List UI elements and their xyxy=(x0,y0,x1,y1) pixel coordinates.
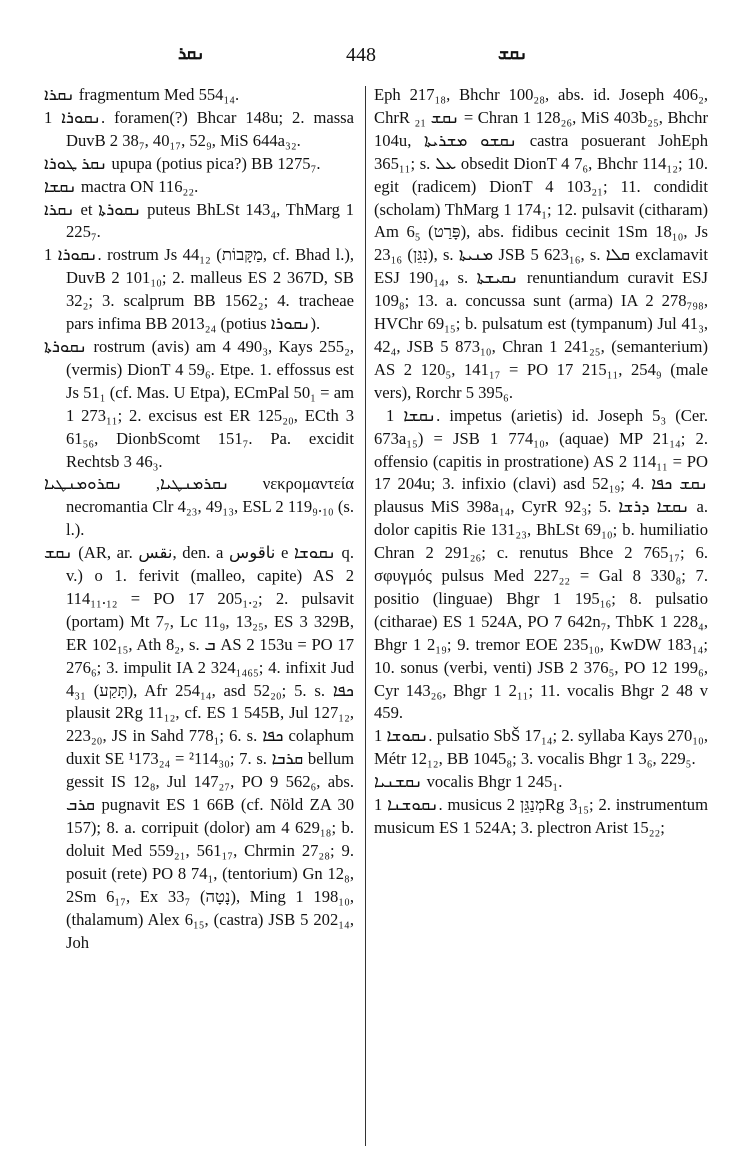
dictionary-entry: ܢܩܪܐ et ܢܩܘܪܬܐ puteus BhLSt 143₄, ThMarg 1 225₇. xyxy=(44,199,354,242)
dictionary-entry: ܢܩܪܡܢܛܝܐ, ܢܩܪܘܡܢܛܝܐ νεκρομαντεία necromantia Clr 4₂₃, 49₁₃, ESL 2 119₉.₁₀ (s. l.). xyxy=(44,474,354,540)
page-number: 448 xyxy=(346,44,376,66)
left-column xyxy=(44,84,354,954)
dictionary-entry: ܢܩܫܢܝܐ vocalis Bhgr 1 245₁. xyxy=(374,772,563,792)
dictionary-entry: ܢܩܘܪܐ 1. foramen(?) Bhcar 148u; 2. massa DuvB 2 38₇, 40₁₇, 52₉, MiS 644a₃₂. xyxy=(44,107,355,150)
dictionary-entry: ܢܩܘܪܐ 1. rostrum Js 44₁₂ (מַקָּבוֹת, cf. Bhad l.), DuvB 2 101₁₀; 2. malleus ES 2 367D, SB 32₂; 3. scalprum BB 1562₂; 4. tracheae pars infima BB 2013₂₄ (potius ܢܩܘܪܐ). xyxy=(44,245,355,334)
dictionary-entry: ܢܩܫܐ mactra ON 116₂₂. xyxy=(44,176,199,196)
dictionary-entry: ܢܩܪܐ fragmentum Med 554₁₄. xyxy=(44,85,240,104)
dictionary-entry: ܢܩܪ ܛܘܪܐ upupa (potius pica?) BB 1275₇. xyxy=(44,153,321,173)
right-running-head: ܢܩܫ xyxy=(498,44,528,63)
dictionary-entry: Eph 217₁₈, Bhchr 100₂₈, abs. id. Joseph 406₂, ChrR ܢܩܫ ₂₁ = Chran 1 128₂₆, MiS 403b₂₅, Bhchr 104u, ܢܩܫܘ ܡܫܪܝܬܐ castra posuerant JohEph 365₁₁; s. ܥܠ obsedit DionT 4 7₆, Bhchr 114₁₂; 10. egit (radicem) DionT 4 103₂₁; 11. condidit (scholam) ThMarg 1 174₁; 12. pulsavit (citharam) Am 6₅ (פָּרַט), abs. fidibus cecinit 1Sm 18₁₀, Js 23₁₆ (נִגֵּן), s. ܡܢܝܬܐ JSB 5 623₁₆, s. ܩܠܐ exclamavit ESJ 190₁₄, s. ܢܩܝܫܬܐ renuntiandum curavit ESJ 109₈; 13. a. concussa sunt (arma) IA 2 278₇₉₈, HVChr 69₁₅; b. pulsatum est (tympanum) Jul 41₃, 42₄, JSB 5 873₁₀, Chran 1 241₂₅, (semanterium) AS 2 120₅, 141₁₇ = PO 17 215₁₁, 254₉ (male vers), Rorchr 5 395₆. xyxy=(374,85,709,402)
dictionary-entry: ܢܩܘܪܬܐ rostrum (avis) am 4 490₃, Kays 255₂, (vermis) DionT 4 59₆. Etpe. 1. effossus est Js 51₁ (cf. Mas. U Etpa), ECmPal 50₁ = am 1 273₁₁; 2. excisus est ER 125₂₀, ECth 3 61₅₆, DionbScomt 151₇. Pa. excidit Rechtsb 3 46₃. xyxy=(44,336,354,471)
right-column xyxy=(374,84,708,840)
dictionary-entry: ܢܩܘܫܐ 1. pulsatio SbŠ 17₁₄; 2. syllaba Kays 270₁₀, Métr 12₁₂, BB 1045₈; 3. vocalis Bhgr 1 3₆, 229₅. xyxy=(374,726,708,769)
column-divider xyxy=(365,86,366,1146)
dictionary-entry: ܢܩܫ (AR, ar. نقس, den. a ناقوس e ܢܩܘܫܐ q. v.) o 1. ferivit (malleo, capite) AS 2 114₁₁.₁₂ = PO 17 205₁.₂; 2. pulsavit (portam) Mt 7₇, Lc 11₉, 13₂₅, ES 3 329B, ER 102₁₅, Ath 8₂, s. ܒ AS 2 153u = PO 17 276₆; 3. impulit IA 2 324₁₄₆₅; 4. infixit Jud 4₃₁ (תָּקַע), Afr 254₁₄, asd 52₂₀; 5. s. ܟܦܐ plausit 2Rg 11₁₂, cf. ES 1 545B, Jul 127₁₂, 223₂₀, JS in Sahd 778₁; 6. s. ܟܦܐ colaphum duxit SE ¹173₂₄ = ²114₃₀; 7. s. ܩܪܒܐ bellum gessit IS 12₈, Jul 147₂₇, PO 9 562₆, abs. ܩܪܒ pugnavit ES 1 66B (cf. Nöld ZA 30 157); 8. a. corripuit (dolor) am 4 629₁₈; b. doluit Med 559₂₁, 561₁₇, Chrmin 27₂₈; 9. posuit (rete) PO 8 74₁, (tentorium) Gn 12₈, 2Sm 6₁₇, Ex 33₇ (נָטָה), Ming 1 198₁₀, (thalamum) Alex 6₁₅, (castra) JSB 5 202₁₄, Joh xyxy=(44,543,355,952)
page-header xyxy=(0,44,750,72)
left-running-head: ܢܩܪ xyxy=(178,44,205,63)
dictionary-entry: ܢܩܫܐ 1. impetus (arietis) id. Joseph 5₃ (Cer. 673a₁₅) = JSB 1 774₁₀, (aquae) MP 21₁₄; 2. offensio (capitis in prostratione) AS 2 114₁₁ = PO 17 204u; 3. infixio (clavi) asd 52₁₉; 4. ܢܩܫ ܟܦܐ plausus MiS 398a₁₄, CyrR 92₃; 5. ܢܩܫܐ ܕܪܫܐ a. dolor capitis Rie 131₂₃, BhLSt 69₁₀; b. humiliatio Chran 2 291₂₆; c. renutus Bhce 2 765₁₇; 6. σφυγμός pulsus Med 227₂₂ = Gal 8 330₈; 7. positio (linguae) Bhgr 1 195₁₆; 8. pulsatio (citharae) ES 1 524A, PO 7 642n₇, ThbK 1 228₄, Bhgr 1 2₁₉; 9. tremor EOE 235₁₀, KwDW 183₁₄; 10. sonus (verbi, venti) JSB 2 376₅, PO 12 199₆, Cyr 143₂₆, Bhgr 1 2₁₁; 11. vocalis Bhgr 2 48 v 459. xyxy=(374,405,708,723)
dictionary-entry: ܢܩܘܫܢܐ 1. musicus מְנַגֵּן 2Rg 3₁₅; 2. instrumentum musicum ES 1 524A; 3. plectron Arist 15₂₂; xyxy=(374,795,708,837)
